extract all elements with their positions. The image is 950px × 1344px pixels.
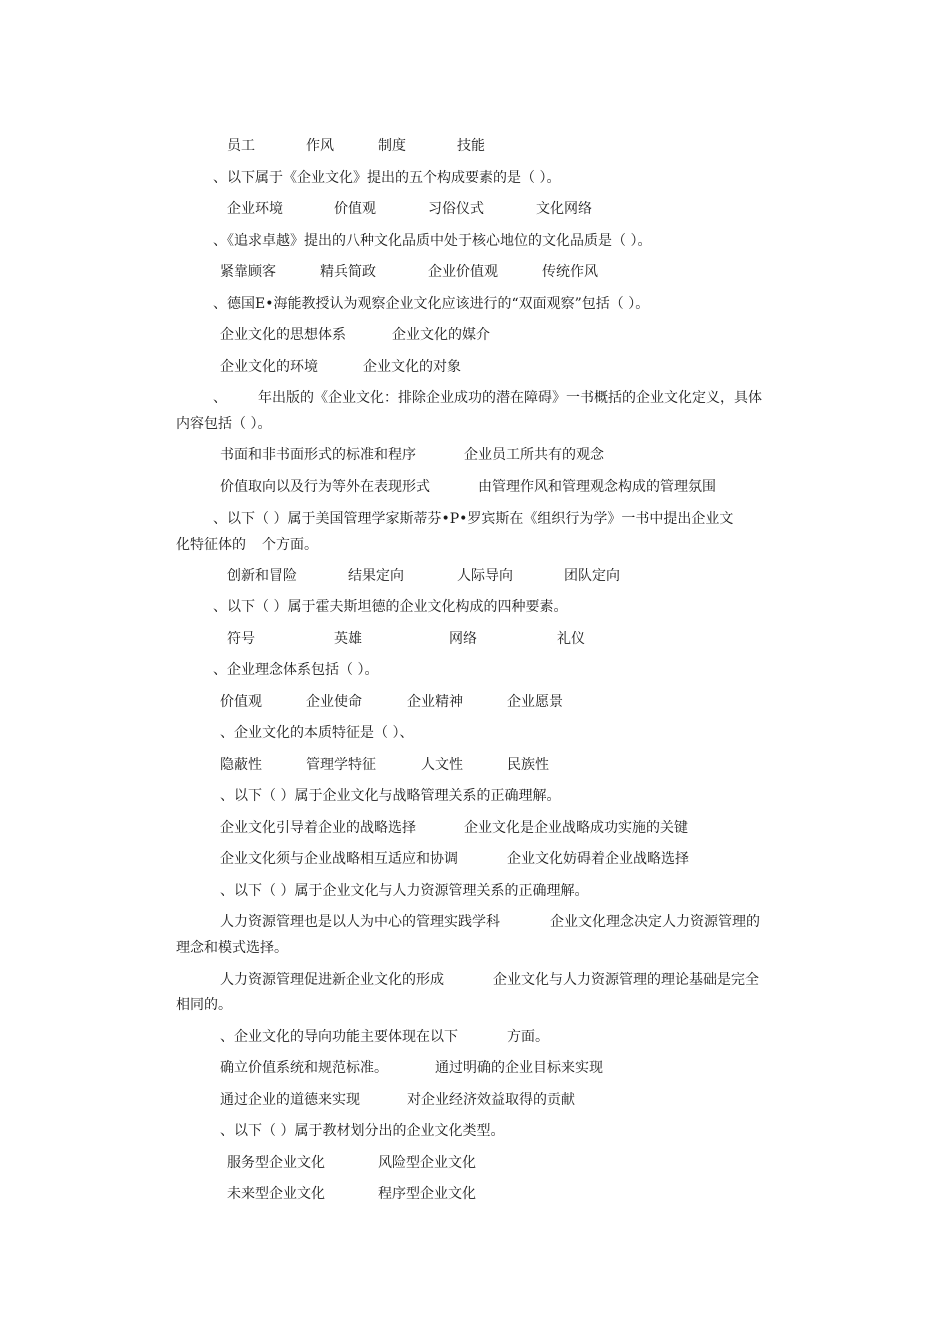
option-c: 人文性 <box>421 757 463 773</box>
question-stem-text: 个方面。 <box>262 537 318 553</box>
question-stem: 、以下（ ）属于霍夫斯坦德的企业文化构成的四种要素。 <box>213 599 568 615</box>
option-a: 企业环境 <box>227 201 283 217</box>
option-d: 企业愿景 <box>507 694 563 710</box>
question-stem: 、以下属于《企业文化》提出的五个构成要素的是（ ）。 <box>213 170 561 186</box>
question-stem-continued: 内容包括（ ）。 <box>176 416 272 432</box>
option-a: 服务型企业文化 <box>227 1155 325 1171</box>
option-text: 人力资源管理也是以人为中心的管理实践学科 <box>220 914 500 930</box>
option-b: 价值观 <box>334 201 376 217</box>
option-d: 程序型企业文化 <box>378 1186 476 1202</box>
option-b: 企业文化的媒介 <box>392 327 490 343</box>
option-c: 价值取向以及行为等外在表现形式 <box>220 479 430 495</box>
question-stem-text: 年出版的《企业文化：排除企业成功的潜在障碍》一书概括的企业文化定义，具体 <box>258 390 762 406</box>
option-a: 确立价值系统和规范标准。 <box>220 1060 388 1076</box>
option-d: 企业文化妨碍着企业战略选择 <box>507 851 689 867</box>
question-stem: 、企业文化的本质特征是（ ）、 <box>220 725 414 741</box>
option-d: 文化网络 <box>536 201 592 217</box>
question-stem: 、以下（ ）属于美国管理学家斯蒂芬•P•罗宾斯在《组织行为学》一书中提出企业文 <box>213 511 734 527</box>
option-c: 制度 <box>378 138 406 154</box>
option-b: 英雄 <box>334 631 362 647</box>
option-d: 技能 <box>457 138 485 154</box>
option-c: 企业文化须与企业战略相互适应和协调 <box>220 851 458 867</box>
question-stem-prefix: 、 <box>213 390 227 406</box>
question-stem: 、《追求卓越》提出的八种文化品质中处于核心地位的文化品质是（ ）。 <box>213 233 652 249</box>
option-b: 精兵简政 <box>320 264 376 280</box>
option-b: 企业文化是企业战略成功实施的关键 <box>464 820 688 836</box>
option-a: 员工 <box>227 138 255 154</box>
option-text-continued: 理念和模式选择。 <box>176 940 288 956</box>
option-a: 书面和非书面形式的标准和程序 <box>220 447 416 463</box>
question-stem-text: 化特征体的 <box>176 537 246 553</box>
option-a: 企业文化引导着企业的战略选择 <box>220 820 416 836</box>
question-stem-text: 方面。 <box>507 1029 549 1045</box>
option-b: 企业员工所共有的观念 <box>464 447 604 463</box>
option-b: 结果定向 <box>348 568 404 584</box>
option-c: 通过企业的道德来实现 <box>220 1092 360 1108</box>
option-text: 企业文化理念决定人力资源管理的 <box>550 914 760 930</box>
option-b: 通过明确的企业目标来实现 <box>435 1060 603 1076</box>
option-c: 习俗仪式 <box>428 201 484 217</box>
option-a: 价值观 <box>220 694 262 710</box>
option-text: 人力资源管理促进新企业文化的形成 <box>220 972 444 988</box>
option-d: 传统作风 <box>542 264 598 280</box>
option-c: 企业价值观 <box>428 264 498 280</box>
option-b: 企业使命 <box>306 694 362 710</box>
question-stem: 、德国E•海能教授认为观察企业文化应该进行的“双面观察”包括（ ）。 <box>213 296 650 312</box>
option-d: 对企业经济效益取得的贡献 <box>407 1092 575 1108</box>
option-d: 团队定向 <box>564 568 620 584</box>
option-c: 未来型企业文化 <box>227 1186 325 1202</box>
question-stem-text: 、企业文化的导向功能主要体现在以下 <box>220 1029 458 1045</box>
question-stem: 、以下（ ）属于企业文化与战略管理关系的正确理解。 <box>220 788 561 804</box>
option-d: 民族性 <box>507 757 549 773</box>
option-a: 创新和冒险 <box>227 568 297 584</box>
option-a: 隐蔽性 <box>220 757 262 773</box>
question-stem: 、以下（ ）属于企业文化与人力资源管理关系的正确理解。 <box>220 883 589 899</box>
option-c: 网络 <box>449 631 477 647</box>
option-text-continued: 相同的。 <box>176 997 232 1013</box>
option-d: 企业文化的对象 <box>363 359 461 375</box>
option-c: 企业精神 <box>407 694 463 710</box>
option-a: 符号 <box>227 631 255 647</box>
question-stem: 、企业理念体系包括（ ）。 <box>213 662 379 678</box>
question-stem: 、以下（ ）属于教材划分出的企业文化类型。 <box>220 1123 505 1139</box>
option-b: 风险型企业文化 <box>378 1155 476 1171</box>
option-a: 企业文化的思想体系 <box>220 327 346 343</box>
option-text: 企业文化与人力资源管理的理论基础是完全 <box>493 972 759 988</box>
option-b: 管理学特征 <box>306 757 376 773</box>
option-d: 礼仪 <box>557 631 585 647</box>
option-d: 由管理作风和管理观念构成的管理氛围 <box>478 479 716 495</box>
option-c: 人际导向 <box>457 568 513 584</box>
option-a: 紧靠顾客 <box>220 264 276 280</box>
option-b: 作风 <box>306 138 334 154</box>
option-c: 企业文化的环境 <box>220 359 318 375</box>
